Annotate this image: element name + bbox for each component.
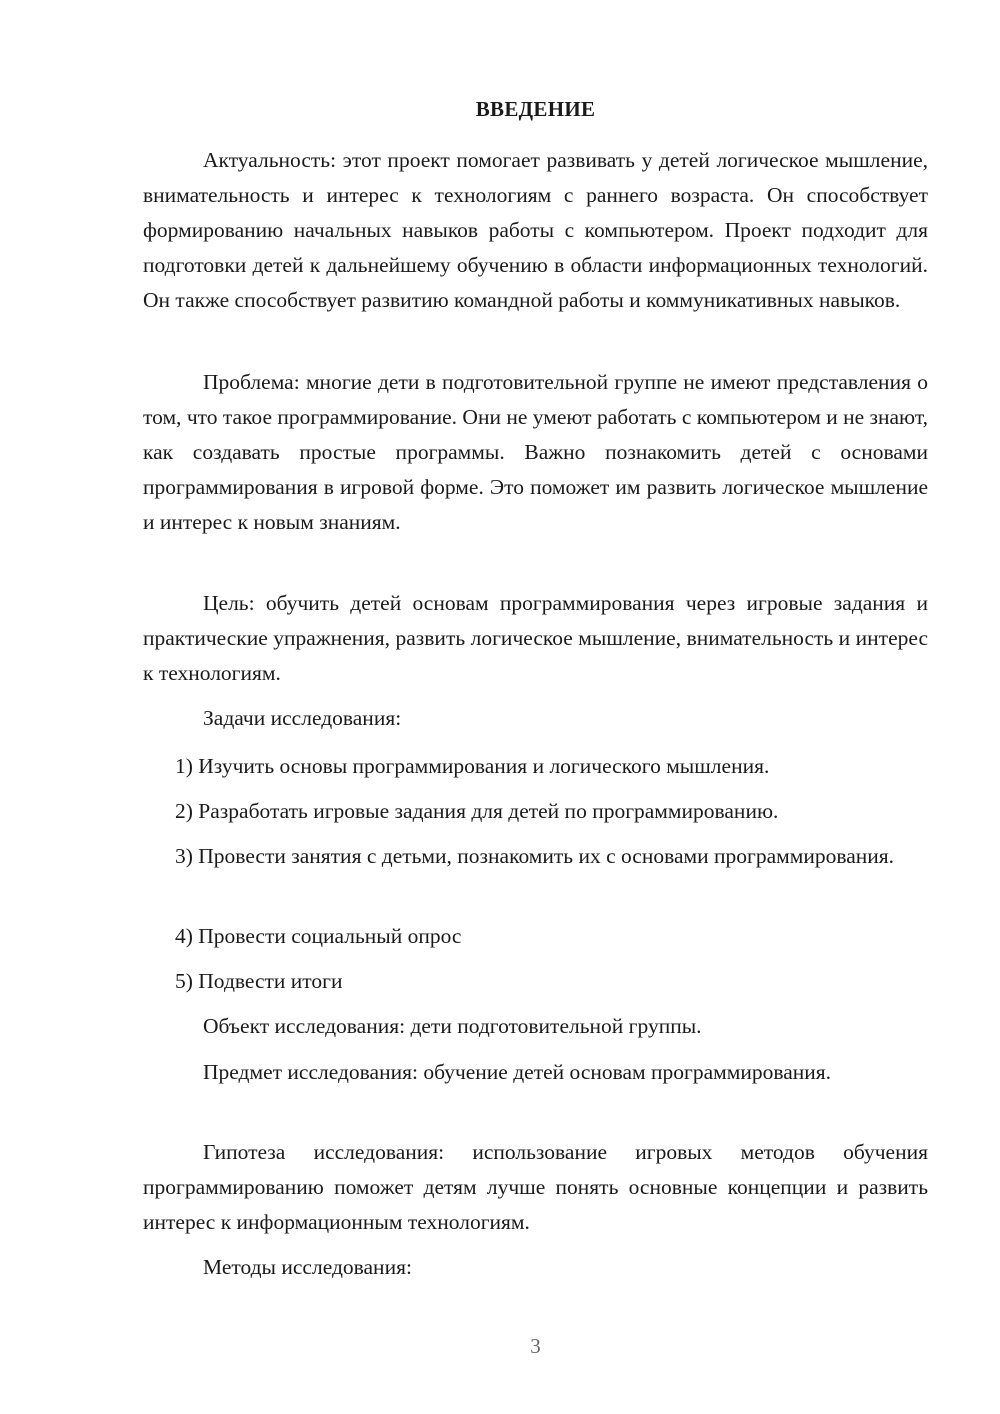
task-item-5: 5) Подвести итоги (175, 969, 343, 993)
paragraph-hypothesis: Гипотеза исследования: использование игровых методов обучения программированию поможет детям лучше понять основные концепции и развить интерес к информационным технологиям. (143, 1140, 928, 1234)
task-item-1: 1) Изучить основы программирования и логического мышления. (175, 754, 770, 778)
paragraph-object: Объект исследования: дети подготовительной группы. (203, 1014, 702, 1038)
task-item-2: 2) Разработать игровые задания для детей по программированию. (175, 799, 779, 823)
task-item-4: 4) Провести социальный опрос (175, 924, 462, 948)
task-item-3: 3) Провести занятия с детьми, познакомить их с основами программирования. (175, 844, 895, 868)
paragraph-problem: Проблема: многие дети в подготовительной группе не имеют представления о том, что такое программирование. Они не умеют работать с компьютером и не знают, как создавать простые программы. Важно познакомить детей с основами программирования в игровой форме. Это поможет им развить логическое мышление и интерес к новым знаниям. (143, 370, 928, 534)
section-heading: ВВЕДЕНИЕ (475, 97, 596, 121)
paragraph-tasks-title: Задачи исследования: (203, 706, 402, 730)
paragraph-subject: Предмет исследования: обучение детей основам программирования. (203, 1060, 832, 1084)
paragraph-relevance: Актуальность: этот проект помогает развивать у детей логическое мышление, внимательность и интерес к технологиям с раннего возраста. Он способствует формированию начальных навыков работы с компьютером. Проект подходит для подготовки детей к дальнейшему обучению в области информационных технологий. Он также способствует развитию командной работы и коммуникативных навыков. (143, 148, 928, 312)
paragraph-goal: Цель: обучить детей основам программирования через игровые задания и практические упражнения, развить логическое мышление, внимательность и интерес к технологиям. (143, 591, 928, 685)
page-number: 3 (530, 1334, 541, 1358)
paragraph-methods: Методы исследования: (203, 1255, 412, 1279)
